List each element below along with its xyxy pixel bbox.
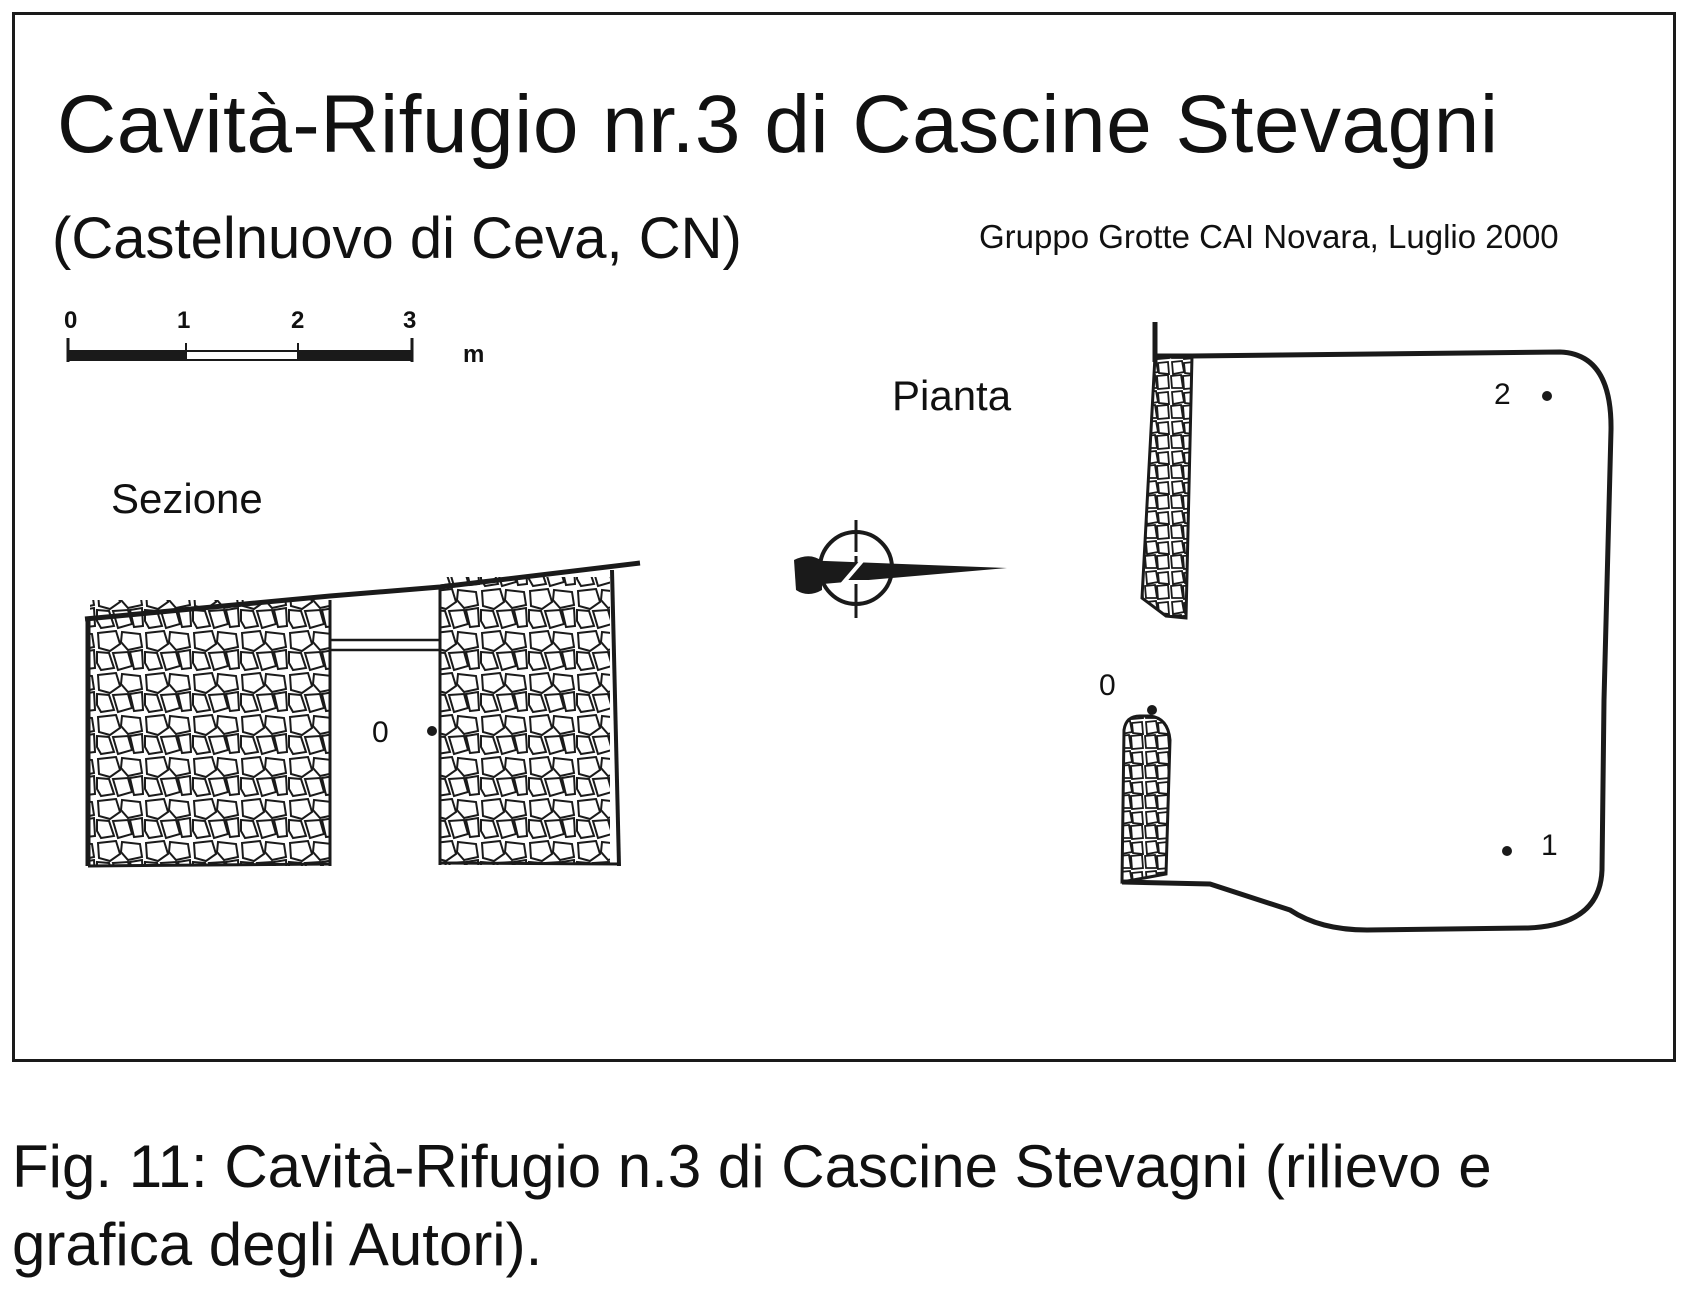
- section-point-0: 0: [372, 716, 389, 749]
- plan-point-2: 2: [1494, 378, 1511, 411]
- scale-tick-3: 3: [403, 307, 417, 334]
- plan-station-1-marker: [1502, 846, 1512, 856]
- section-label: Sezione: [111, 475, 263, 522]
- figure-title: Cavità-Rifugio nr.3 di Cascine Stevagni: [57, 79, 1499, 170]
- section-view: [85, 563, 640, 866]
- scale-bar: [68, 338, 412, 362]
- plan-label: Pianta: [892, 372, 1012, 419]
- scale-tick-0: 0: [64, 307, 78, 334]
- plan-point-1: 1: [1541, 829, 1558, 862]
- figure-caption: Fig. 11: Cavità-Rifugio n.3 di Cascine Stevagni (rilievo e grafica degli Autori).: [12, 1133, 1492, 1278]
- scale-tick-1: 1: [177, 307, 191, 334]
- plan-station-0-marker: [1147, 705, 1157, 715]
- survey-credit: Gruppo Grotte CAI Novara, Luglio 2000: [979, 218, 1559, 255]
- plan-view: [1122, 322, 1611, 930]
- section-station-0-marker: [427, 726, 437, 736]
- plan-station-2-marker: [1542, 391, 1552, 401]
- north-arrow: [794, 520, 1007, 618]
- scale-unit: m: [463, 341, 485, 368]
- scale-tick-2: 2: [291, 307, 305, 334]
- figure-subtitle: (Castelnuovo di Ceva, CN): [52, 206, 742, 271]
- plan-point-0: 0: [1099, 669, 1116, 702]
